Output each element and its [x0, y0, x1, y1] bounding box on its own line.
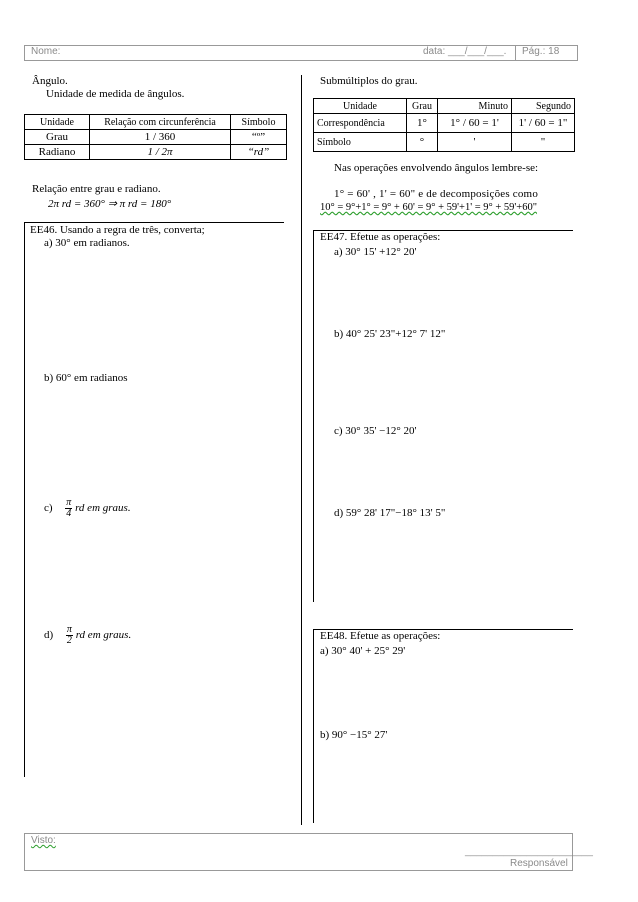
table-cell: 1 / 360 [90, 130, 231, 145]
table-cell: Símbolo [314, 133, 407, 152]
ee46-item-a: a) 30° em radianos. [44, 237, 130, 249]
visto-label: Visto: [31, 835, 56, 846]
fraction [66, 625, 73, 646]
ee46-c-label: c) [44, 502, 53, 515]
table-header: Unidade [314, 99, 407, 114]
ee47-item-d: d) 59° 28' 17"−18° 13' 5" [334, 507, 446, 519]
fraction-denominator: 4 [66, 508, 72, 519]
ee47-left-border [313, 230, 314, 602]
table-cell: “º” [231, 130, 287, 145]
ee46-c-text: rd em graus. [75, 502, 131, 515]
table-header: Segundo [512, 99, 575, 114]
date-label: data: ___/___/___. [423, 46, 507, 57]
ee46-item-b: b) 60° em radianos [44, 372, 128, 384]
ee47-item-c: c) 30° 35' −12° 20' [334, 425, 417, 437]
table-cell: 1° [407, 114, 438, 133]
decomposition-line-1: 1° = 60' , 1' = 60" e de decomposições como [334, 188, 539, 200]
table-cell: ' [438, 133, 512, 152]
page-number: Pág.: 18 [522, 46, 560, 57]
fraction [65, 498, 72, 519]
fraction-numerator: π [66, 497, 72, 508]
ee47-item-b: b) 40° 25' 23"+12° 7' 12" [334, 328, 446, 340]
ee46-left-border [24, 222, 25, 777]
decomposition-line-2: 10° = 9°+1° = 9° + 60' = 9° + 59'+1' = 9° + 59'+60" [320, 202, 538, 213]
ee47-item-a: a) 30° 15' +12° 20' [334, 246, 417, 258]
table-cell: Radiano [25, 145, 90, 160]
relation-formula: 2π rd = 360° ⇒ π rd = 180° [48, 198, 172, 210]
table-header: Símbolo [231, 115, 287, 130]
ee46-title: EE46. Usando a regra de três, converta; [30, 224, 205, 236]
ee46-top-border [24, 222, 284, 223]
note-text: Nas operações envolvendo ângulos lembre-se: [334, 162, 539, 174]
ee48-left-border [313, 629, 314, 823]
ee48-item-b: b) 90° −15° 27' [320, 729, 388, 741]
responsible-label: Responsável [510, 858, 568, 869]
table-header: Minuto [438, 99, 512, 114]
footer-box [24, 833, 593, 871]
ee46-d-text: rd em graus. [75, 629, 132, 642]
ee48-item-a: a) 30° 40' + 25° 29' [320, 645, 406, 657]
table-cell: " [512, 133, 575, 152]
table-header: Relação com circunferência [90, 115, 231, 130]
table-cell: “rd” [231, 145, 287, 160]
signature-line: _______________________ [465, 846, 593, 857]
submultiples-table [313, 98, 575, 152]
relation-title: Relação entre grau e radiano. [32, 183, 161, 195]
ee46-item-d [44, 625, 131, 646]
column-divider [301, 75, 302, 825]
table-cell: 1 / 2π [90, 145, 231, 160]
section-title: Ângulo. [32, 75, 68, 87]
fraction-numerator: π [66, 624, 72, 635]
right-section-title: Submúltiplos do grau. [320, 75, 418, 87]
ee46-item-c [44, 498, 131, 519]
units-table [24, 114, 287, 160]
table-header: Unidade [25, 115, 90, 130]
fraction-denominator: 2 [66, 635, 72, 646]
section-subtitle: Unidade de medida de ângulos. [46, 88, 185, 100]
ee46-d-label: d) [44, 629, 54, 642]
table-cell: 1° / 60 = 1' [438, 114, 512, 133]
table-header: Grau [407, 99, 438, 114]
ee47-title: EE47. Efetue as operações: [320, 231, 441, 243]
ee48-title: EE48. Efetue as operações: [320, 630, 441, 642]
table-cell: Grau [25, 130, 90, 145]
table-cell: Correspondência [314, 114, 407, 133]
table-cell: ° [407, 133, 438, 152]
page-header [24, 45, 578, 61]
table-cell: 1' / 60 = 1" [512, 114, 575, 133]
name-label: Nome: [31, 46, 61, 57]
